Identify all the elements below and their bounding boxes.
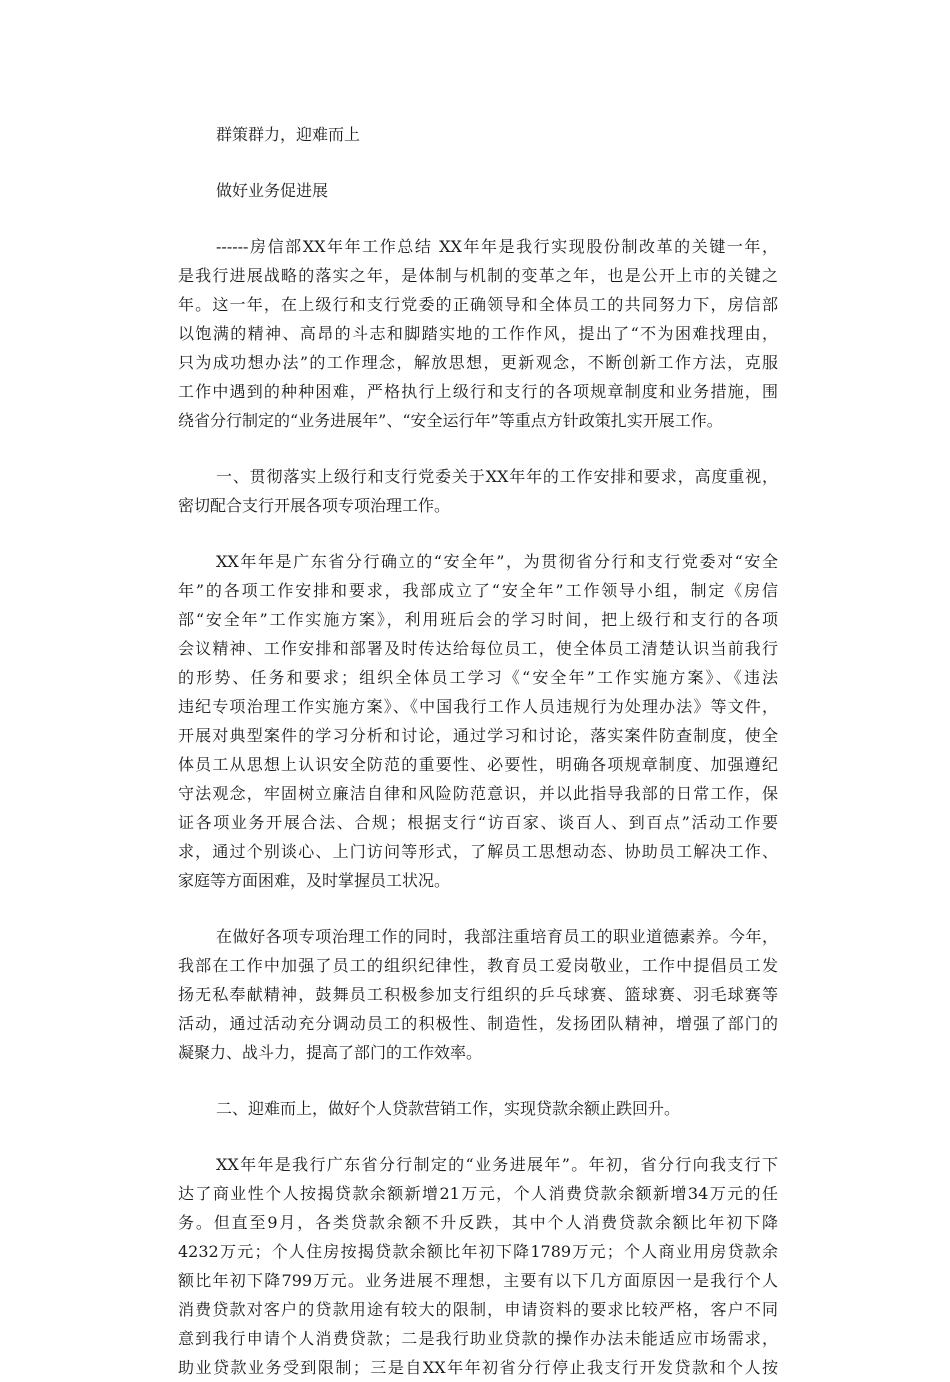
paragraph-line: 助业贷款业务受到限制；三是自XX年年初省分行停止我支行开发贷款和个人按: [178, 1358, 778, 1377]
paragraph-line: 部“安全年”工作实施方案》，利用班后会的学习时间，把上级行和支行的各项: [178, 610, 778, 629]
section-heading-one: [178, 462, 778, 520]
paragraph-line: 求，通过个别谈心、上门访问等形式，了解员工思想动态、协助员工解决工作、: [178, 842, 778, 861]
paragraph-line: 活动，通过活动充分调动员工的积极性、制造性，发扬团队精神，增强了部门的: [178, 1014, 778, 1033]
paragraph-line: 二、迎难而上，做好个人贷款营销工作，实现贷款余额止跌回升。: [216, 1099, 681, 1118]
document-page: [178, 120, 778, 1382]
paragraph-line: ------房信部XX年年工作总结 XX年年是我行实现股份制改革的关键一年，: [216, 237, 778, 256]
paragraph-line: 会议精神、工作安排和部署及时传达给每位员工，使全体员工清楚认识当前我行: [178, 639, 778, 658]
paragraph-line: 意到我行申请个人消费贷款；二是我行助业贷款的操作办法未能适应市场需求，: [178, 1329, 778, 1348]
document-subtitle: 做好业务促进展: [216, 181, 329, 200]
paragraph-line: 年”的各项工作安排和要求，我部成立了“安全年”工作领导小组，制定《房信: [178, 581, 778, 600]
paragraph-line: XX年年是广东省分行确立的“安全年”，为贯彻省分行和支行党委对“安全: [216, 552, 778, 571]
paragraph-line: 年。这一年，在上级行和支行党委的正确领导和全体员工的共同努力下，房信部: [178, 295, 778, 314]
paragraph-line: 务。但直至9月，各类贷款余额不升反跌，其中个人消费贷款余额比年初下降: [178, 1213, 778, 1232]
paragraph-line: 我部在工作中加强了员工的组织纪律性，教育员工爱岗敬业，工作中提倡员工发: [178, 956, 778, 975]
paragraph-line: 在做好各项专项治理工作的同时，我部注重培育员工的职业道德素养。今年，: [216, 927, 778, 946]
paragraph-line: 开展对典型案件的学习分析和讨论，通过学习和讨论，落实案件防查制度，使全: [178, 726, 778, 745]
paragraph-line: 的形势、任务和要求；组织全体员工学习《“安全年”工作实施方案》、《违法: [178, 668, 778, 687]
paragraph-line: 消费贷款对客户的贷款用途有较大的限制，申请资料的要求比较严格，客户不同: [178, 1300, 778, 1319]
paragraph-line: 4232万元；个人住房按揭贷款余额比年初下降1789万元；个人商业用房贷款余: [178, 1242, 778, 1261]
paragraph-line: 扬无私奉献精神，鼓舞员工积极参加支行组织的乒乓球赛、篮球赛、羽毛球赛等: [178, 985, 778, 1004]
paragraph-line: XX年年是我行广东省分行制定的“业务进展年”。年初，省分行向我支行下: [216, 1155, 778, 1174]
paragraph-line: 以饱满的精神、高昂的斗志和脚踏实地的工作作风，提出了“不为困难找理由，: [178, 324, 778, 343]
paragraph-line: 只为成功想办法”的工作理念，解放思想，更新观念，不断创新工作方法，克服: [178, 353, 778, 372]
paragraph-intro: [178, 232, 778, 435]
paragraph-line: 凝聚力、战斗力，提高了部门的工作效率。: [178, 1043, 483, 1062]
paragraph-line: 守法观念，牢固树立廉洁自律和风险防范意识，并以此指导我部的日常工作，保: [178, 784, 778, 803]
paragraph-line: 是我行进展战略的落实之年，是体制与机制的变革之年，也是公开上市的关键之: [178, 266, 778, 285]
paragraph-line: 违纪专项治理工作实施方案》、《中国我行工作人员违规行为处理办法》等文件，: [178, 697, 778, 716]
paragraph-line: 密切配合支行开展各项专项治理工作。: [178, 496, 451, 515]
paragraph-safety-year: [178, 547, 778, 895]
paragraph-line: 达了商业性个人按揭贷款余额新增21万元，个人消费贷款余额新增34万元的任: [178, 1184, 778, 1203]
section-heading-two: [178, 1094, 778, 1123]
paragraph-business-year: [178, 1150, 778, 1382]
paragraph-line: 绕省分行制定的“业务进展年”、“安全运行年”等重点方针政策扎实开展工作。: [178, 411, 723, 430]
document-title: 群策群力，迎难而上: [216, 125, 361, 144]
paragraph-line: 额比年初下降799万元。业务进展不理想，主要有以下几方面原因一是我行个人: [178, 1271, 778, 1290]
paragraph-line: 体员工从思想上认识安全防范的重要性、必要性，明确各项规章制度、加强遵纪: [178, 755, 778, 774]
paragraph-line: 家庭等方面困难，及时掌握员工状况。: [178, 871, 451, 890]
paragraph-line: 工作中遇到的种种困难，严格执行上级行和支行的各项规章制度和业务措施，围: [178, 382, 778, 401]
paragraph-professional-ethics: [178, 922, 778, 1067]
paragraph-line: 一、贯彻落实上级行和支行党委关于XX年年的工作安排和要求，高度重视，: [216, 467, 778, 486]
paragraph-line: 证各项业务开展合法、合规；根据支行“访百家、谈百人、到百点”活动工作要: [178, 813, 778, 832]
